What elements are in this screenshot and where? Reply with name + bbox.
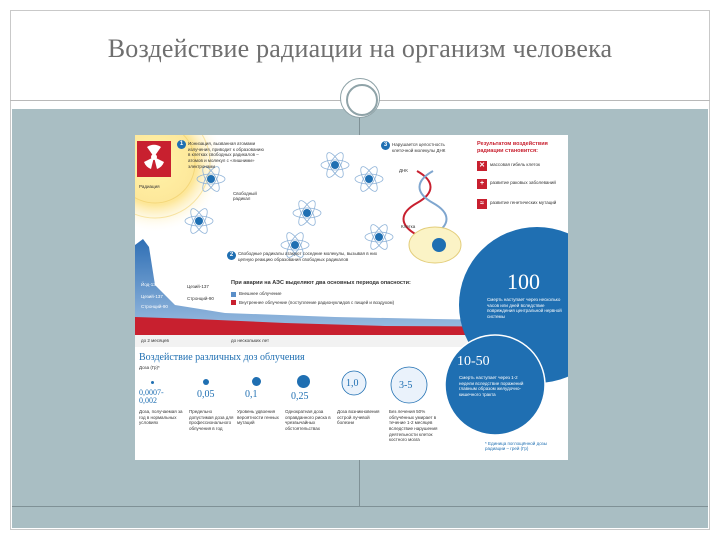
connector-line-bottom [359,460,360,506]
step-badge: 1 [177,140,186,149]
radiation-infographic [135,135,568,460]
step-text: Ионизация, вызванная атомами излучения, приводит к образованию в клетках свободных радикалов – атомов и молекул с «лишними» электронами [188,141,264,169]
dose-dot [252,377,261,386]
isotope-label: Йод-131 [141,282,159,287]
dose-100-desc: Смерть наступает через несколько часов или дней вследствие повреждения центральной нервной системы [487,297,562,319]
dose-value: 3-5 [399,380,413,391]
dose-10-50-value: 10-50 [457,354,490,369]
dose-value: 1,0 [346,378,359,389]
footnote: * Единица поглощённой дозы радиации – грей (Гр) [485,441,547,452]
dose-value: 0,1 [245,389,258,400]
slide-title: Воздействие радиации на организм человека [107,34,613,63]
isotope-label: Цезий-137 [187,284,209,289]
dose-100-value: 100 [507,269,540,294]
dose-value: 0,25 [291,391,309,402]
dose-dot [151,381,154,384]
effect-item: массовая гибель клеток [490,162,540,167]
step-text: Свободные радикалы атакуют соседние молекулы, вызывая в них цепную реакцию образования свободных радикалов [238,251,378,262]
effect-item: развитие генетических мутаций [490,200,557,205]
legend-swatch-external [231,292,236,297]
dose-description: Однократная доза оправданного риска в чрезвычайных обстоятельствах [285,409,331,431]
doses-title: Воздействие различных доз облучения [139,352,305,363]
cell-label: Клетка [401,224,416,229]
time-axis-left: до 2 месяцев [141,338,169,343]
effects-title: Результатом воздействия радиации становится: [477,141,548,154]
legend-label: Внешнее облучение [239,291,282,296]
mutation-icon: ≈ [477,199,487,209]
dna-label: ДНК [399,168,408,173]
step-badge: 2 [227,251,236,260]
cancer-icon: + [477,179,487,189]
dose-10-50-desc: Смерть наступает через 1-2 недели вследствие поражений главным образом желудочно-кишечного тракта [459,375,524,397]
effect-item: развитие раковых заболеваний [490,180,556,185]
legend-swatch-internal [231,300,236,305]
dose-unit: Доза (Гр)* [139,365,160,370]
time-axis-right: до нескольких лет [231,338,270,343]
dose-value: 0,05 [197,389,215,400]
dose-description: Без лечения 50% облучённых умирает в течение 1-2 месяцев вследствие нарушения деятельности клеток костного мозга [389,409,438,443]
isotope-label: Стронций-90 [187,296,214,301]
dose-dot [203,379,209,385]
step-text: Нарушается целостность клеточной молекулы ДНК [392,142,446,153]
dose-value: 0,0007-0,002 [139,388,164,405]
ring-ornament-icon [340,78,380,118]
dose-dot [297,375,310,388]
dose-description: Доза возникновения острой лучевой болезни [337,409,380,426]
dose-description: Доза, получаемая за год в нормальных условиях [139,409,183,426]
legend-label: Внутреннее облучение (поступление радионуклидов с пищей и воздухом) [239,300,395,305]
periods-title: При аварии на АЭС выделяют два основных периода опасности: [231,280,411,286]
dose-description: Предельно допустимая доза для профессионального облучения в год [189,409,234,431]
dose-description: Уровень удвоения вероятности генных мутаций [237,409,279,426]
free-radical-label: Свободный радикал [233,191,257,202]
bottom-band [12,507,708,528]
radiation-label: Радиация [139,184,160,189]
step-badge: 3 [381,141,390,150]
cell-death-icon: ✕ [477,161,487,171]
isotope-label: Цезий-137 [141,294,163,299]
isotope-label: Стронций-90 [141,304,168,309]
